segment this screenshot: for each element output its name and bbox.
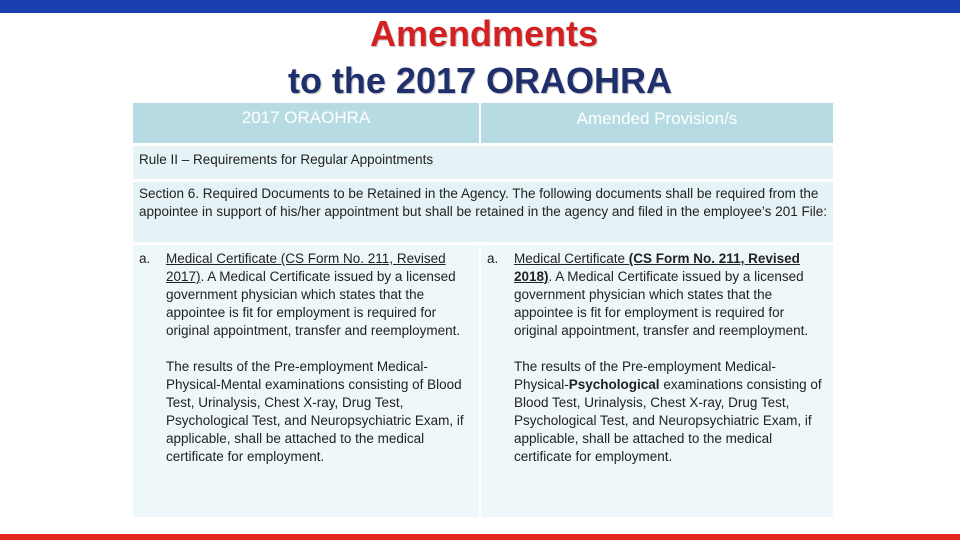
table-header-row <box>133 103 833 143</box>
slide-title-line-2: to the 2017 ORAOHRA <box>287 60 673 101</box>
original-form-reference: Medical Certificate (CS Form No. 211, Revised 2017) <box>166 251 446 284</box>
original-item-rest: . A Medical Certificate issued by a licensed government physician which states that the appointee is fit for employment is required for original appointment, transfer and reemployment. <box>166 269 461 338</box>
section-row: Section 6. Required Documents to be Retained in the Agency. The following documents shall be required from the appointee in support of his/her appointment but shall be retained in the agency and filed in the employee’s 201 File: <box>133 182 833 242</box>
original-results-paragraph: The results of the Pre-employment Medical-Physical-Mental examinations consisting of Blood Test, Urinalysis, Chest X-ray, Drug Test, Psychological Test, and Neuropsychiatric Exam, if applicable, shall be attached to the medical certificate for employment. <box>166 359 464 464</box>
amended-item-rest: . A Medical Certificate issued by a licensed government physician which states that the appointee is fit for employment is required for original appointment, transfer and reemployment. <box>514 269 809 338</box>
comparison-table <box>133 103 833 517</box>
amended-results-after: examinations consisting of Blood Test, Urinalysis, Chest X-ray, Drug Test, Psychological Test, and Neuropsychiatric Exam, if applicable, shall be attached to the medical certificate for employment. <box>514 377 822 464</box>
header-original: 2017 ORAOHRA <box>133 103 479 143</box>
list-marker: a. <box>487 251 499 266</box>
header-amended: Amended Provision/s <box>481 103 833 143</box>
amended-results-before: The results of the Pre-employment Medical-Physical- <box>514 359 776 392</box>
bottom-accent-bar <box>0 534 960 540</box>
amended-results-paragraph <box>514 358 827 466</box>
rule-row: Rule II – Requirements for Regular Appointments <box>133 146 833 179</box>
original-provision-text <box>166 250 473 517</box>
list-marker: a. <box>139 251 151 266</box>
amended-item-a <box>514 250 827 340</box>
top-accent-bar <box>0 0 960 13</box>
slide-title-line-1: Amendments <box>369 13 599 54</box>
amended-results-highlight: Psychological <box>568 377 660 392</box>
amended-provision-text <box>514 250 827 517</box>
provision-row <box>133 245 833 517</box>
original-provision-cell <box>133 245 479 517</box>
amended-provision-cell <box>481 245 833 517</box>
amended-form-reference: (CS Form No. 211, Revised 2018) <box>514 251 800 284</box>
amended-form-label: Medical Certificate <box>514 251 629 266</box>
original-item-a <box>166 250 473 340</box>
